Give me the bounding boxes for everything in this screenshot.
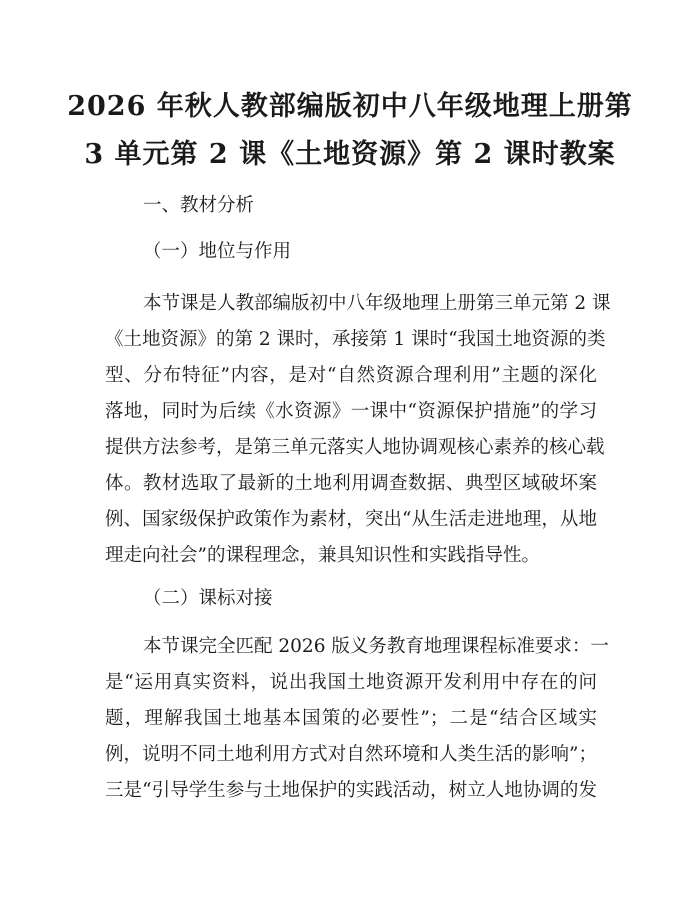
paragraph-1-line-5: 提供方法参考，是第三单元落实人地协调观核心素养的核心载 [105,437,605,458]
subsection-heading: （一）地位与作用 [143,241,292,262]
paragraph-1-line-3: 型、分布特征”内容，是对“自然资源合理利用”主题的深化 [105,365,597,386]
paragraph-1-line-7: 例、国家级保护政策作为素材，突出“从生活走进地理，从地 [105,509,597,530]
paragraph-1-line-6: 体。教材选取了最新的土地利用调查数据、典型区域破坏案 [105,473,597,494]
section-heading: 一、教材分析 [143,195,255,216]
document-title-line-2: 3 单元第 2 课《土地资源》第 2 课时教案 [84,139,616,170]
paragraph-1-line-1: 本节课是人教部编版初中八年级地理上册第三单元第 2 课 [143,293,611,314]
subsection-heading-2: （二）课标对接 [143,588,273,609]
paragraph-1-line-2: 《土地资源》的第 2 课时，承接第 1 课时“我国土地资源的类 [105,329,606,350]
paragraph-2-line-4: 例，说明不同土地利用方式对自然环境和人类生活的影响”； [105,744,597,765]
paragraph-2-line-5: 三是“引导学生参与土地保护的实践活动，树立人地协调的发 [105,780,597,801]
paragraph-2-line-2: 是“运用真实资料，说出我国土地资源开发利用中存在的问 [105,672,597,693]
paragraph-1-line-4: 落地，同时为后续《水资源》一课中“资源保护措施”的学习 [105,401,597,422]
paragraph-2-line-1: 本节课完全匹配 2026 版义务教育地理课程标准要求：一 [143,636,609,657]
document-title-line-1: 2026 年秋人教部编版初中八年级地理上册第 [67,91,633,122]
paragraph-2-line-3: 题，理解我国土地基本国策的必要性”；二是“结合区域实 [105,708,597,729]
paragraph-1-line-8: 理走向社会”的课程理念，兼具知识性和实践指导性。 [105,545,540,566]
